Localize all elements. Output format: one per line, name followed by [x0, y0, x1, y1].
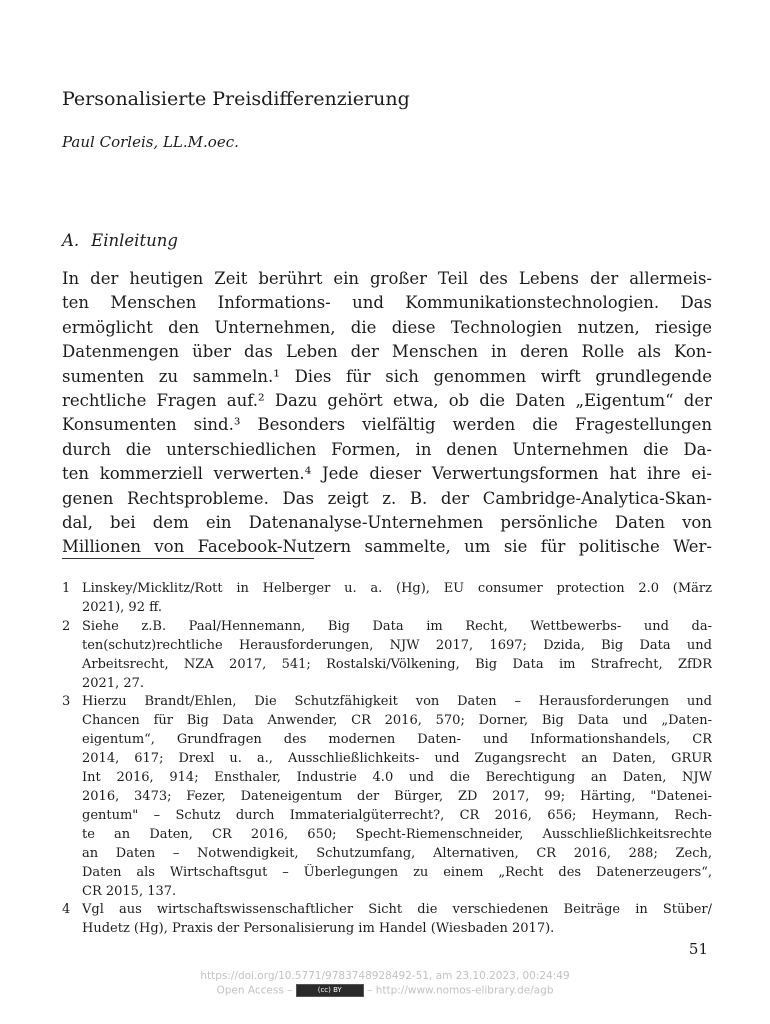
footnote-line: Int 2016, 914; Ensthaler, Industrie 4.0 und die Berechtigung an Daten, NJW — [82, 770, 712, 786]
footnote-line: Vgl aus wirtschaftswissenschaftlicher Sicht die verschiedenen Beiträge in Stüber/ — [82, 902, 712, 918]
body-line: Millionen von Facebook-Nutzern sammelte, um sie für politische Wer- — [62, 537, 712, 557]
footnote-number: 2 — [62, 618, 71, 634]
cc-license-icon: (cc) BY — [296, 984, 364, 997]
footnote-number: 3 — [62, 694, 71, 710]
footnotes — [62, 580, 712, 939]
body-paragraph — [62, 267, 712, 560]
doi-link[interactable]: https://doi.org/10.5771/9783748928492-51, am 23.10.2023, 00:24:49 — [200, 970, 570, 982]
footnote-line: 2021), 92 ff. — [82, 599, 162, 615]
author-name: Paul Corleis, LL.M.oec. — [62, 133, 239, 151]
body-line: ermöglicht den Unternehmen, die diese Technologien nutzen, riesige — [62, 317, 712, 337]
body-line: In der heutigen Zeit berührt ein großer Teil des Lebens der allermeis- — [62, 269, 712, 288]
footnote-line: Linskey/Micklitz/Rott in Helberger u. a. (Hg), EU consumer protection 2.0 (März — [82, 581, 712, 596]
footnote-line: 2014, 617; Drexl u. a., Ausschließlichkeits- und Zugangsrecht an Daten, GRUR — [82, 751, 712, 767]
footnote-line: Hudetz (Hg), Praxis der Personalisierung im Handel (Wiesbaden 2017). — [82, 921, 555, 937]
footnote-line: 2016, 3473; Fezer, Dateneigentum der Bürger, ZD 2017, 99; Härting, "Datenei- — [82, 788, 712, 804]
footnote-line: 2021, 27. — [82, 675, 145, 691]
section-number: A. — [62, 231, 80, 250]
body-line: dal, bei dem ein Datenanalyse-Unternehmen persönliche Daten von — [62, 513, 712, 533]
footnote-line: an Daten – Notwendigkeit, Schutzumfang, Alternativen, CR 2016, 288; Zech, — [82, 845, 712, 861]
license-watermark — [0, 984, 770, 997]
footnote-line: ten(schutz)rechtliche Herausforderungen, NJW 2017, 1697; Dzida, Big Data und — [82, 637, 712, 653]
footnote-line: te an Daten, CR 2016, 650; Specht-Riemenschneider, Ausschließlichkeitsrechte — [82, 826, 712, 842]
footnote-line: CR 2015, 137. — [82, 883, 177, 899]
footnote-line: eigentum“, Grundfragen des modernen Daten- und Informationshandels, CR — [82, 732, 712, 748]
footnote-3 — [62, 693, 712, 901]
footnote-1 — [62, 580, 712, 618]
chapter-title: Personalisierte Preisdifferenzierung — [62, 88, 410, 110]
footnote-number: 1 — [62, 581, 71, 596]
footnote-2 — [62, 618, 712, 694]
doi-watermark — [0, 970, 770, 982]
footnote-line: gentum" – Schutz durch Immaterialgüterrecht?, CR 2016, 656; Heymann, Rech- — [82, 807, 712, 823]
body-line: ten kommerziell verwerten.⁴ Jede dieser Verwertungsformen hat ihre ei- — [62, 464, 712, 484]
body-line: Datenmengen über das Leben der Menschen in deren Rolle als Kon- — [62, 342, 712, 362]
body-line: genen Rechtsprobleme. Das zeigt z. B. der Cambridge-Analytica-Skan- — [62, 488, 712, 508]
footnote-number: 4 — [62, 902, 71, 918]
footnote-4 — [62, 901, 712, 939]
footnote-line: Siehe z.B. Paal/Hennemann, Big Data im Recht, Wettbewerbs- und da- — [82, 618, 712, 634]
body-line: Konsumenten sind.³ Besonders vielfältig werden die Fragestellungen — [62, 415, 712, 435]
footnote-line: Daten als Wirtschaftsgut – Überlegungen zu einem „Recht des Datenerzeugers“, — [82, 864, 712, 880]
body-line: ten Menschen Informations- und Kommunikationstechnologien. Das — [62, 293, 712, 313]
page-number: 51 — [688, 940, 708, 958]
section-title: Einleitung — [91, 231, 178, 250]
body-line: sumenten zu sammeln.¹ Dies für sich genommen wirft grundlegende — [62, 366, 712, 386]
body-line: durch die unterschiedlichen Formen, in denen Unternehmen die Da- — [62, 439, 712, 459]
footnote-divider — [62, 558, 314, 559]
terms-link[interactable]: – http://www.nomos-elibrary.de/agb — [367, 984, 554, 997]
footnote-line: Hierzu Brandt/Ehlen, Die Schutzfähigkeit von Daten – Herausforderungen und — [82, 694, 712, 710]
footnote-line: Arbeitsrecht, NZA 2017, 541; Rostalski/Völkening, Big Data im Strafrecht, ZfDR — [82, 656, 712, 672]
footnote-line: Chancen für Big Data Anwender, CR 2016, 570; Dorner, Big Data und „Daten- — [82, 713, 712, 729]
body-line: rechtliche Fragen auf.² Dazu gehört etwa, ob die Daten „Eigentum“ der — [62, 391, 712, 411]
open-access-label: Open Access – — [216, 984, 293, 997]
section-heading — [62, 231, 178, 250]
